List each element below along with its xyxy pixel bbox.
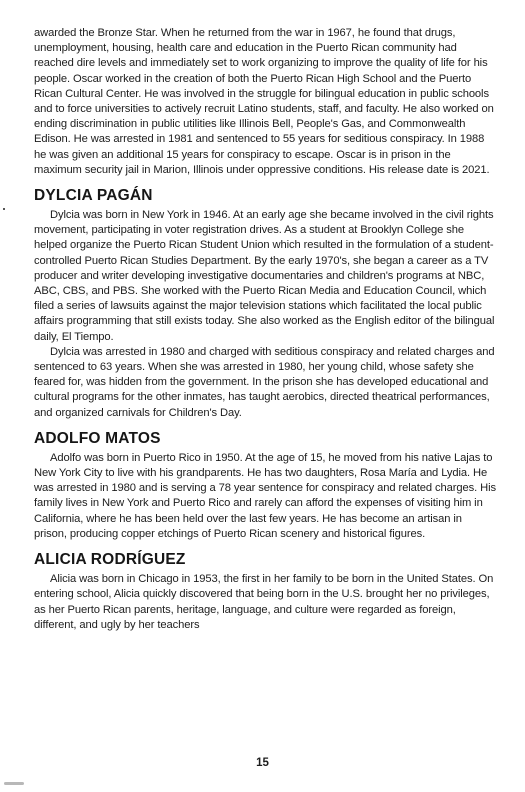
scan-artifact — [4, 782, 24, 785]
section-alicia-rodriguez — [34, 550, 496, 633]
section-heading: DYLCIA PAGÁN — [34, 187, 153, 205]
section-dylcia-pagan — [34, 186, 496, 421]
scan-speck — [3, 208, 5, 210]
page-number: 15 — [256, 757, 269, 769]
section-adolfo-matos — [34, 429, 496, 542]
intro-paragraph: awarded the Bronze Star. When he returned from the war in 1967, he found that drugs, unemployment, housing, health care and education in the Puerto Rican community had reached dire levels and immediately set to work organizing to improve the quality of life for his people. Oscar worked in the creation of both the Puerto Rican High School and the Puerto Rican Cultural Center. He was involved in the struggle for bilingual education in public schools and to force universities to actively recruit Latino students, staff, and faculty. He also worked on ending discrimination in public utilities like Illinois Bell, People's Gas, and Commonwealth Edison. He was arrested in 1981 and sentenced to 55 years for seditious conspiracy. In 1988 he was given an additional 15 years for conspiracy to escape. Oscar is in prison in the maximum security jail in Marion, Illinois under oppressive conditions. His release date is 2021. — [34, 27, 494, 176]
section-heading: ADOLFO MATOS — [34, 429, 161, 447]
page-body — [34, 26, 496, 633]
section-heading: ALICIA RODRÍGUEZ — [34, 551, 186, 569]
body-paragraph: Dylcia was born in New York in 1946. At an early age she became involved in the civil rights movement, participating in voter registration drives. As a student at Brooklyn College she helped organize the Puerto Rican Student Union which resulted in the formulation of a student-controlled Puerto Rican Studies Department. By the early 1970's, she began a career as a TV producer and writer developing investigative documentaries and children's programs at NBC, ABC, CBS, and PBS. She worked with the Puerto Rican Media and Education Council, which filed a series of lawsuits against the major television stations which facilitated the local public affairs programming that still exists today. She also worked as the English editor of the bilingual daily, El Tiempo. — [34, 209, 495, 343]
body-paragraph: Adolfo was born in Puerto Rico in 1950. At the age of 15, he moved from his native Lajas to New York City to live with his grandparents. He has two daughters, Rosa María and Lydia. He was arrested in 1980 and is serving a 78 year sentence for conspiracy and related charges. His family lives in New York and Puerto Rico and rarely can afford the expenses of visiting him in California, where he has been held over the last few years. He has become an artisan in prison, producing copper etchings of Puerto Rican scenery and historical figures. — [34, 451, 496, 540]
body-paragraph: Alicia was born in Chicago in 1953, the first in her family to be born in the United States. On entering school, Alicia quickly discovered that being born in the U.S. brought her no privileges, as her Puerto Rican parents, heritage, language, and culture were regarded as foreign, different, and ugly by her teachers — [34, 573, 494, 631]
body-paragraph: Dylcia was arrested in 1980 and charged with seditious conspiracy and related charges and sentenced to 63 years. When she was arrested in 1980, her young child, whose safety she feared for, was hidden from the government. In the prison she has developed educational and cultural programs for the other inmates, has taught aerobics, directed theatrical performances, and organized carnivals for Children's Day. — [34, 345, 495, 419]
